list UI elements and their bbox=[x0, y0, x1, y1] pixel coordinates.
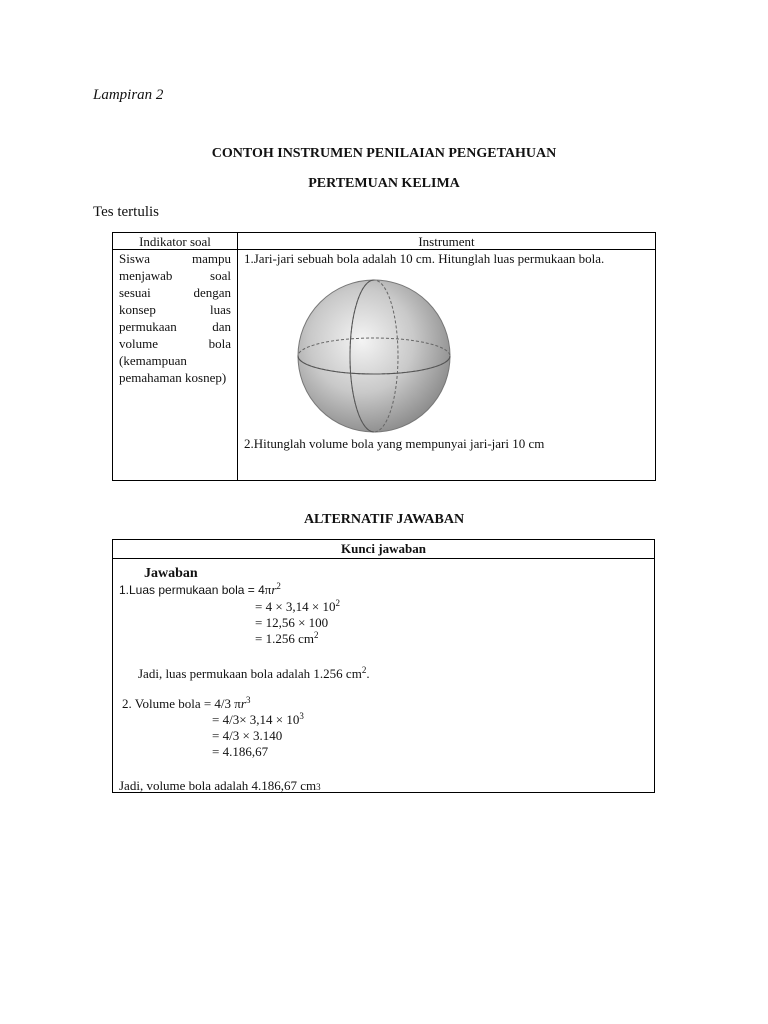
answer-2-conclusion bbox=[119, 778, 321, 795]
pi-symbol: π bbox=[234, 696, 241, 711]
answer-1-step-1 bbox=[255, 599, 340, 614]
answer-1-step-3 bbox=[255, 631, 318, 646]
step-text: = 4/3× 3,14 × 10 bbox=[212, 712, 300, 727]
exponent: 2 bbox=[313, 630, 319, 640]
pi-symbol: π bbox=[264, 582, 272, 597]
column-header-indikator: Indikator soal bbox=[139, 234, 211, 249]
answer-1-formula bbox=[119, 582, 281, 598]
appendix-label: Lampiran 2 bbox=[93, 87, 164, 103]
indikator-cell: Siswa mampu menjawab soal sesuai dengan konsep luas permukaan dan volume bola (kemampuan pemahaman kosnep) bbox=[119, 251, 231, 385]
exponent: 2 bbox=[335, 598, 340, 608]
answer-2-step-3: = 4.186,67 bbox=[212, 744, 269, 759]
conclusion-text: Jadi, luas permukaan bola adalah 1.256 cm bbox=[138, 666, 362, 681]
exponent: 2 bbox=[361, 665, 367, 675]
radius-symbol: r bbox=[240, 696, 246, 711]
column-divider bbox=[237, 233, 238, 480]
unit-exponent: 3 bbox=[316, 782, 321, 792]
question-1: 1.Jari-jari sebuah bola adalah 10 cm. Hitunglah luas permukaan bola. bbox=[244, 251, 605, 266]
answer-key-table bbox=[112, 539, 655, 793]
answer-2-label: 2. Volume bola = 4/3 bbox=[122, 696, 235, 711]
conclusion-text: Jadi, volume bola adalah 4.186,67 cm bbox=[119, 778, 317, 793]
instrument-table bbox=[112, 232, 656, 481]
answer-key-header: Kunci jawaban bbox=[341, 541, 426, 556]
document-subtitle: PERTEMUAN KELIMA bbox=[308, 176, 460, 191]
answer-1-label: 1.Luas permukaan bola = 4 bbox=[119, 583, 265, 597]
exponent: 3 bbox=[299, 711, 304, 721]
answer-2-step-2: = 4/3 × 3.140 bbox=[212, 728, 283, 743]
header-divider bbox=[113, 558, 654, 559]
step-text: = 1.256 cm bbox=[255, 631, 314, 646]
exponent: 2 bbox=[276, 581, 281, 591]
answer-1-step-2: = 12,56 × 100 bbox=[255, 615, 329, 630]
answer-2-step-1 bbox=[212, 712, 304, 727]
question-2: 2.Hitunglah volume bola yang mempunyai jari-jari 10 cm bbox=[244, 436, 545, 451]
radius-symbol: r bbox=[271, 582, 277, 597]
answers-section-title: ALTERNATIF JAWABAN bbox=[303, 512, 465, 527]
step-text: = 4 × 3,14 × 10 bbox=[255, 599, 336, 614]
answer-2-formula bbox=[122, 696, 250, 711]
exponent: 3 bbox=[245, 695, 251, 705]
answer-1-conclusion bbox=[138, 666, 370, 681]
period: . bbox=[366, 666, 370, 681]
column-header-instrument: Instrument bbox=[418, 234, 475, 249]
section-label: Tes tertulis bbox=[93, 204, 160, 220]
sphere-illustration bbox=[294, 278, 454, 434]
answer-heading: Jawaban bbox=[144, 566, 198, 581]
document-title: CONTOH INSTRUMEN PENILAIAN PENGETAHUAN bbox=[211, 146, 557, 161]
